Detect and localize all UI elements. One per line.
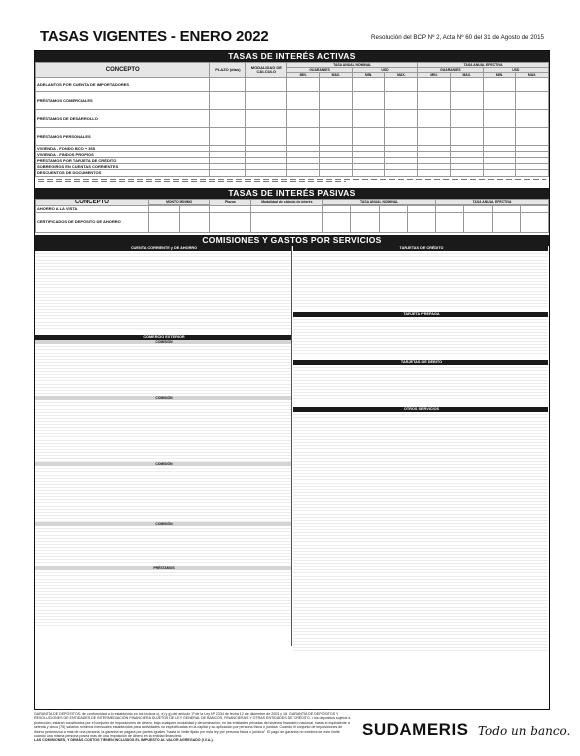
- comision-subheading: COMISIÓN: [35, 340, 291, 344]
- pasivas-plazos-header: Plazos: [210, 199, 251, 205]
- activas-plazo-header: PLAZO (días): [210, 63, 246, 78]
- min-header: MÍN.: [418, 73, 451, 78]
- activas-notes: [35, 179, 549, 188]
- activas-row-label: PRÉSTAMOS PERSONALES: [36, 128, 210, 146]
- comisiones-area: [35, 246, 549, 646]
- pasivas-concepto-header: CONCEPTO: [36, 199, 149, 205]
- efectiva-gs-header: GUARANIES: [418, 68, 483, 73]
- activas-efectiva-header: TASA ANUAL EFECTIVA: [418, 63, 549, 68]
- activas-row-label: DESCUENTOS DE DOCUMENTOS: [36, 170, 210, 177]
- min-header: MÍN.: [483, 73, 516, 78]
- pasivas-modalidad-header: Modalidad de cálculo de interés: [251, 199, 323, 205]
- tarjetas-debito-rows: [293, 365, 548, 401]
- comercio-rows-3: [35, 466, 291, 522]
- activas-concepto-header: CONCEPTO: [36, 63, 210, 78]
- tarjeta-prepaga-heading: TARJETA PREPAGA: [293, 312, 548, 317]
- pasivas-row-label: AHORRO A LA VISTA: [36, 205, 149, 212]
- activas-row-label: SOBREGIROS EN CUENTAS CORRIENTES: [36, 164, 210, 170]
- activas-row-label: VIVIENDA - FINDOS PROPIOS: [36, 152, 210, 158]
- activas-nominal-header: TASA ANUAL NOMINAL: [287, 63, 418, 68]
- max-header: MÁX.: [320, 73, 353, 78]
- iva-note: LAS COMISIONES, Y DEMÁS COSTOS TIENEN INCLUIDOS EL IMPUESTO AL VALOR AGREGADO (I.V.A.).: [34, 738, 214, 743]
- efectiva-usd-header: USD: [483, 68, 548, 73]
- pasivas-band: TASAS DE INTERÉS PASIVAS: [35, 188, 549, 199]
- comercio-rows-1: [35, 344, 291, 396]
- pasivas-nominal-header: TASA ANUAL NOMINAL: [323, 199, 436, 204]
- pasivas-table: [35, 199, 549, 233]
- activas-modalidad-header: MODALIDAD DE CÁLCULO: [246, 63, 287, 78]
- resolution-text: Resolución del BCP Nº 2, Acta Nº 60 del 31 de Agosto de 2015: [371, 34, 544, 41]
- min-header: MÍN.: [287, 73, 320, 78]
- pasivas-monto-header: MONTO MÍNIMO: [148, 199, 210, 204]
- max-header: MÁX.: [516, 73, 549, 78]
- pasivas-row-label: CERTIFICADOS DE DEPÓSITO DE AHORRO: [36, 212, 149, 232]
- tarjeta-prepaga-rows: [293, 317, 548, 357]
- activas-band: TASAS DE INTERÉS ACTIVAS: [35, 51, 549, 62]
- min-header: MÍN.: [352, 73, 385, 78]
- otros-servicios-rows: [293, 412, 548, 652]
- comisiones-left-column: [35, 246, 292, 646]
- header: [34, 28, 550, 50]
- nominal-usd-header: USD: [352, 68, 417, 73]
- guarantee-footnote: [34, 712, 352, 743]
- max-header: MÁX.: [450, 73, 483, 78]
- activas-row-label: VIVIENDA - FONDO BCO + 365: [36, 146, 210, 152]
- guarantee-text: GARANTÍA DE DEPÓSITOS: de conformidad a lo establecido en los incisos c), e) y g) del artículo 1º de la Ley Nº 2334 de fecha 12 de diciembre de 2003 y 18. GARANTÍA DE DEPÓSITOS Y RESOLUCIONES DE ENTIDADES DE INTERMEDIACIÓN FINANCIERA SUJETOS DE LEY GENERAL DE BANCOS, FINANCIERAS Y OTRAS ENTIDADES DE CRÉDITO. • los depósitos sujetos a protección; estarán constituidos por el conjunto de imposiciones de dinero, bajo cualquier modalidad y denominación, en las entidades privadas del sistema financiero nacional, hasta el equivalente a setenta y cinco (75) salarios mínimos mensuales establecidos para actividades no especificadas en la capital y su aplicación por persona física o jurídica. Cuando el conjunto de imposiciones de dinero pertenezca a más de una persona, la garantía se pagará por partes iguales "hasta el límite fijado por esta ley por persona física o jurídica". El pago de garantía no exedera de este límite cuando una misma persona posea más de una imposición de dinero en la entidad financiera.: [34, 712, 351, 739]
- tarjetas-credito-heading: TARJETAS DE CRÉDITO: [293, 246, 548, 251]
- pasivas-efectiva-header: TASA ANUAL EFECTIVA: [436, 199, 549, 204]
- prestamos-subheading: PRÉSTAMOS: [35, 566, 291, 570]
- brand-logo: [362, 720, 570, 740]
- cuenta-corriente-rows: [35, 251, 291, 331]
- cuenta-corriente-heading: CUENTA CORRIENTE y DE AHORRO: [35, 246, 291, 251]
- comision-subheading: COMISIÓN: [35, 522, 291, 526]
- rates-table-frame: [34, 50, 550, 710]
- comisiones-right-column: [293, 246, 548, 646]
- nominal-gs-header: GUARANIES: [287, 68, 352, 73]
- comercio-exterior-heading: COMERCIO EXTERIOR: [35, 335, 291, 340]
- brand-tagline: Todo un banco.: [477, 724, 571, 738]
- activas-table: [35, 62, 549, 177]
- comercio-rows-2: [35, 400, 291, 462]
- tarjetas-debito-heading: TARJETAS DE DÉBITO: [293, 360, 548, 365]
- activas-row-label: PRÉSTAMOS COMERCIALES: [36, 92, 210, 110]
- otros-servicios-heading: OTROS SERVICIOS: [293, 407, 548, 412]
- comision-subheading: COMISIÓN: [35, 462, 291, 466]
- page-title: TASAS VIGENTES - ENERO 2022: [40, 28, 269, 45]
- comisiones-band: COMISIONES Y GASTOS POR SERVICIOS: [35, 235, 549, 246]
- prestamos-rows: [35, 570, 291, 626]
- tarjetas-credito-rows: [293, 251, 548, 309]
- activas-row-label: PRÉSTAMOS DE DESARROLLO: [36, 110, 210, 128]
- comercio-rows-4: [35, 526, 291, 566]
- activas-row-label: PRÉSTAMOS POR TARJETA DE CRÉDITO: [36, 158, 210, 164]
- activas-row-label: ADELANTOS POR CUENTA DE IMPORTADORES: [36, 78, 210, 92]
- max-header: MÁX.: [385, 73, 418, 78]
- brand-name: SUDAMERIS: [362, 720, 469, 739]
- comision-subheading: COMISIÓN: [35, 396, 291, 400]
